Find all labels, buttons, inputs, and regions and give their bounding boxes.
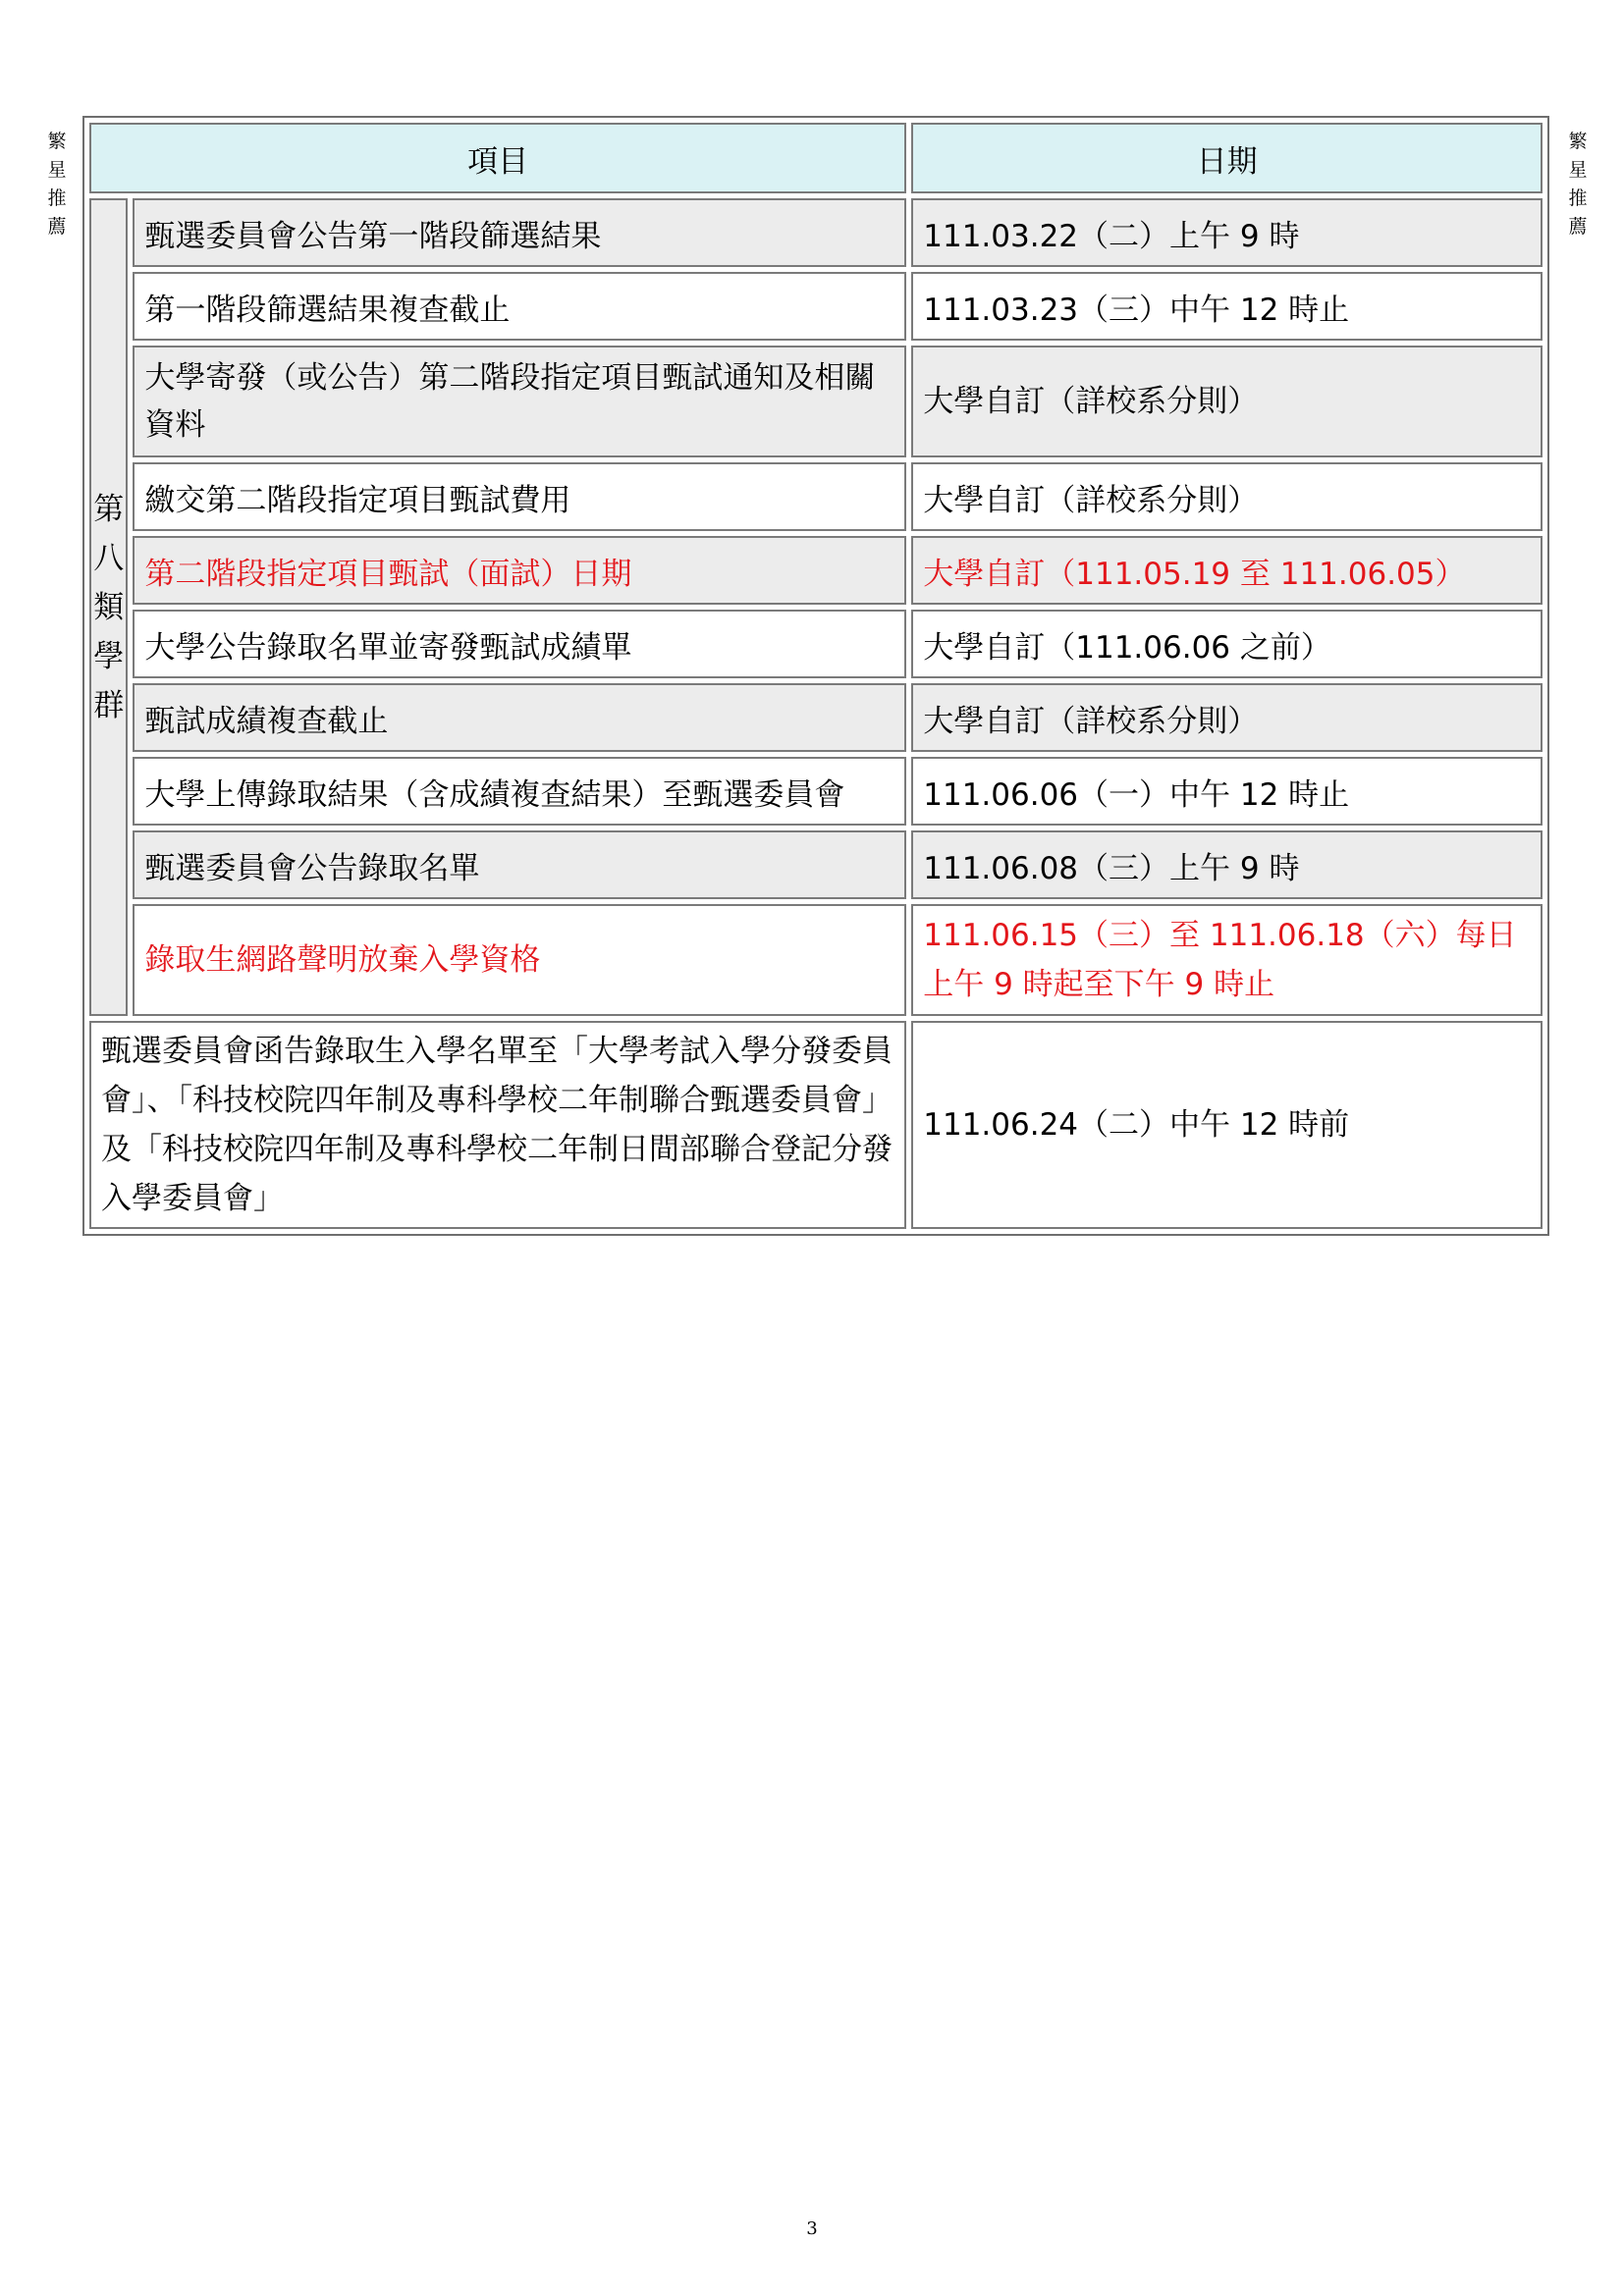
table-row-final: [89, 1021, 1543, 1229]
row-date: 111.03.23（三）中午 12 時止: [911, 272, 1543, 341]
page-number: 3: [806, 2218, 818, 2239]
group-label-char: 學: [93, 638, 125, 674]
row-date: 大學自訂（詳校系分則）: [911, 462, 1543, 531]
group-label-char: 類: [93, 589, 125, 625]
row-item: 大學上傳錄取結果（含成績複查結果）至甄選委員會: [133, 757, 906, 826]
row-item: 大學公告錄取名單並寄發甄試成績單: [133, 610, 906, 678]
row-date: 111.06.06（一）中午 12 時止: [911, 757, 1543, 826]
side-label-char: 星: [47, 159, 67, 181]
final-row-date: 111.06.24（二）中午 12 時前: [911, 1021, 1543, 1229]
table-row: [89, 610, 1543, 678]
side-label-char: 推: [1568, 187, 1588, 209]
table-header-row: [89, 123, 1543, 193]
table-row: [89, 462, 1543, 531]
table-row: [89, 536, 1543, 605]
row-item: 甄選委員會公告第一階段篩選結果: [133, 198, 906, 267]
side-label-right: [1566, 128, 1590, 241]
header-date: 日期: [911, 123, 1543, 193]
side-label-left: [45, 128, 69, 241]
row-date: 111.06.15（三）至 111.06.18（六）每日上午 9 時起至下午 9 時止: [911, 904, 1543, 1016]
row-item: 錄取生網路聲明放棄入學資格: [133, 904, 906, 1016]
row-item: 繳交第二階段指定項目甄試費用: [133, 462, 906, 531]
table-row: [89, 198, 1543, 267]
side-label-char: 薦: [1568, 216, 1588, 238]
side-label-char: 繁: [47, 131, 67, 152]
group-label-cell: [89, 198, 128, 1016]
row-date: 大學自訂（詳校系分則）: [911, 683, 1543, 752]
row-item: 甄試成績複查截止: [133, 683, 906, 752]
side-label-char: 星: [1568, 159, 1588, 181]
group-label-char: 群: [93, 687, 125, 723]
row-item: 第二階段指定項目甄試（面試）日期: [133, 536, 906, 605]
header-item: 項目: [89, 123, 906, 193]
table-row: [89, 346, 1543, 457]
side-label-char: 推: [47, 187, 67, 209]
row-date: 大學自訂（111.05.19 至 111.06.05）: [911, 536, 1543, 605]
row-item: 甄選委員會公告錄取名單: [133, 830, 906, 899]
side-label-char: 繁: [1568, 131, 1588, 152]
row-date: 111.06.08（三）上午 9 時: [911, 830, 1543, 899]
row-item: 大學寄發（或公告）第二階段指定項目甄試通知及相關資料: [133, 346, 906, 457]
row-date: 大學自訂（詳校系分則）: [911, 346, 1543, 457]
table-row: [89, 272, 1543, 341]
row-date: 111.03.22（二）上午 9 時: [911, 198, 1543, 267]
final-row-item: 甄選委員會函告錄取生入學名單至「大學考試入學分發委員會」、「科技校院四年制及專科學校二年制聯合甄選委員會」及「科技校院四年制及專科學校二年制日間部聯合登記分發入學委員會」: [89, 1021, 906, 1229]
table-row: [89, 904, 1543, 1016]
row-date: 大學自訂（111.06.06 之前）: [911, 610, 1543, 678]
group-label-char: 八: [93, 540, 125, 576]
side-label-char: 薦: [47, 216, 67, 238]
group-label-char: 第: [93, 491, 125, 527]
schedule-table: [82, 116, 1549, 1236]
table-row: [89, 683, 1543, 752]
table-row: [89, 757, 1543, 826]
table-row: [89, 830, 1543, 899]
row-item: 第一階段篩選結果複查截止: [133, 272, 906, 341]
